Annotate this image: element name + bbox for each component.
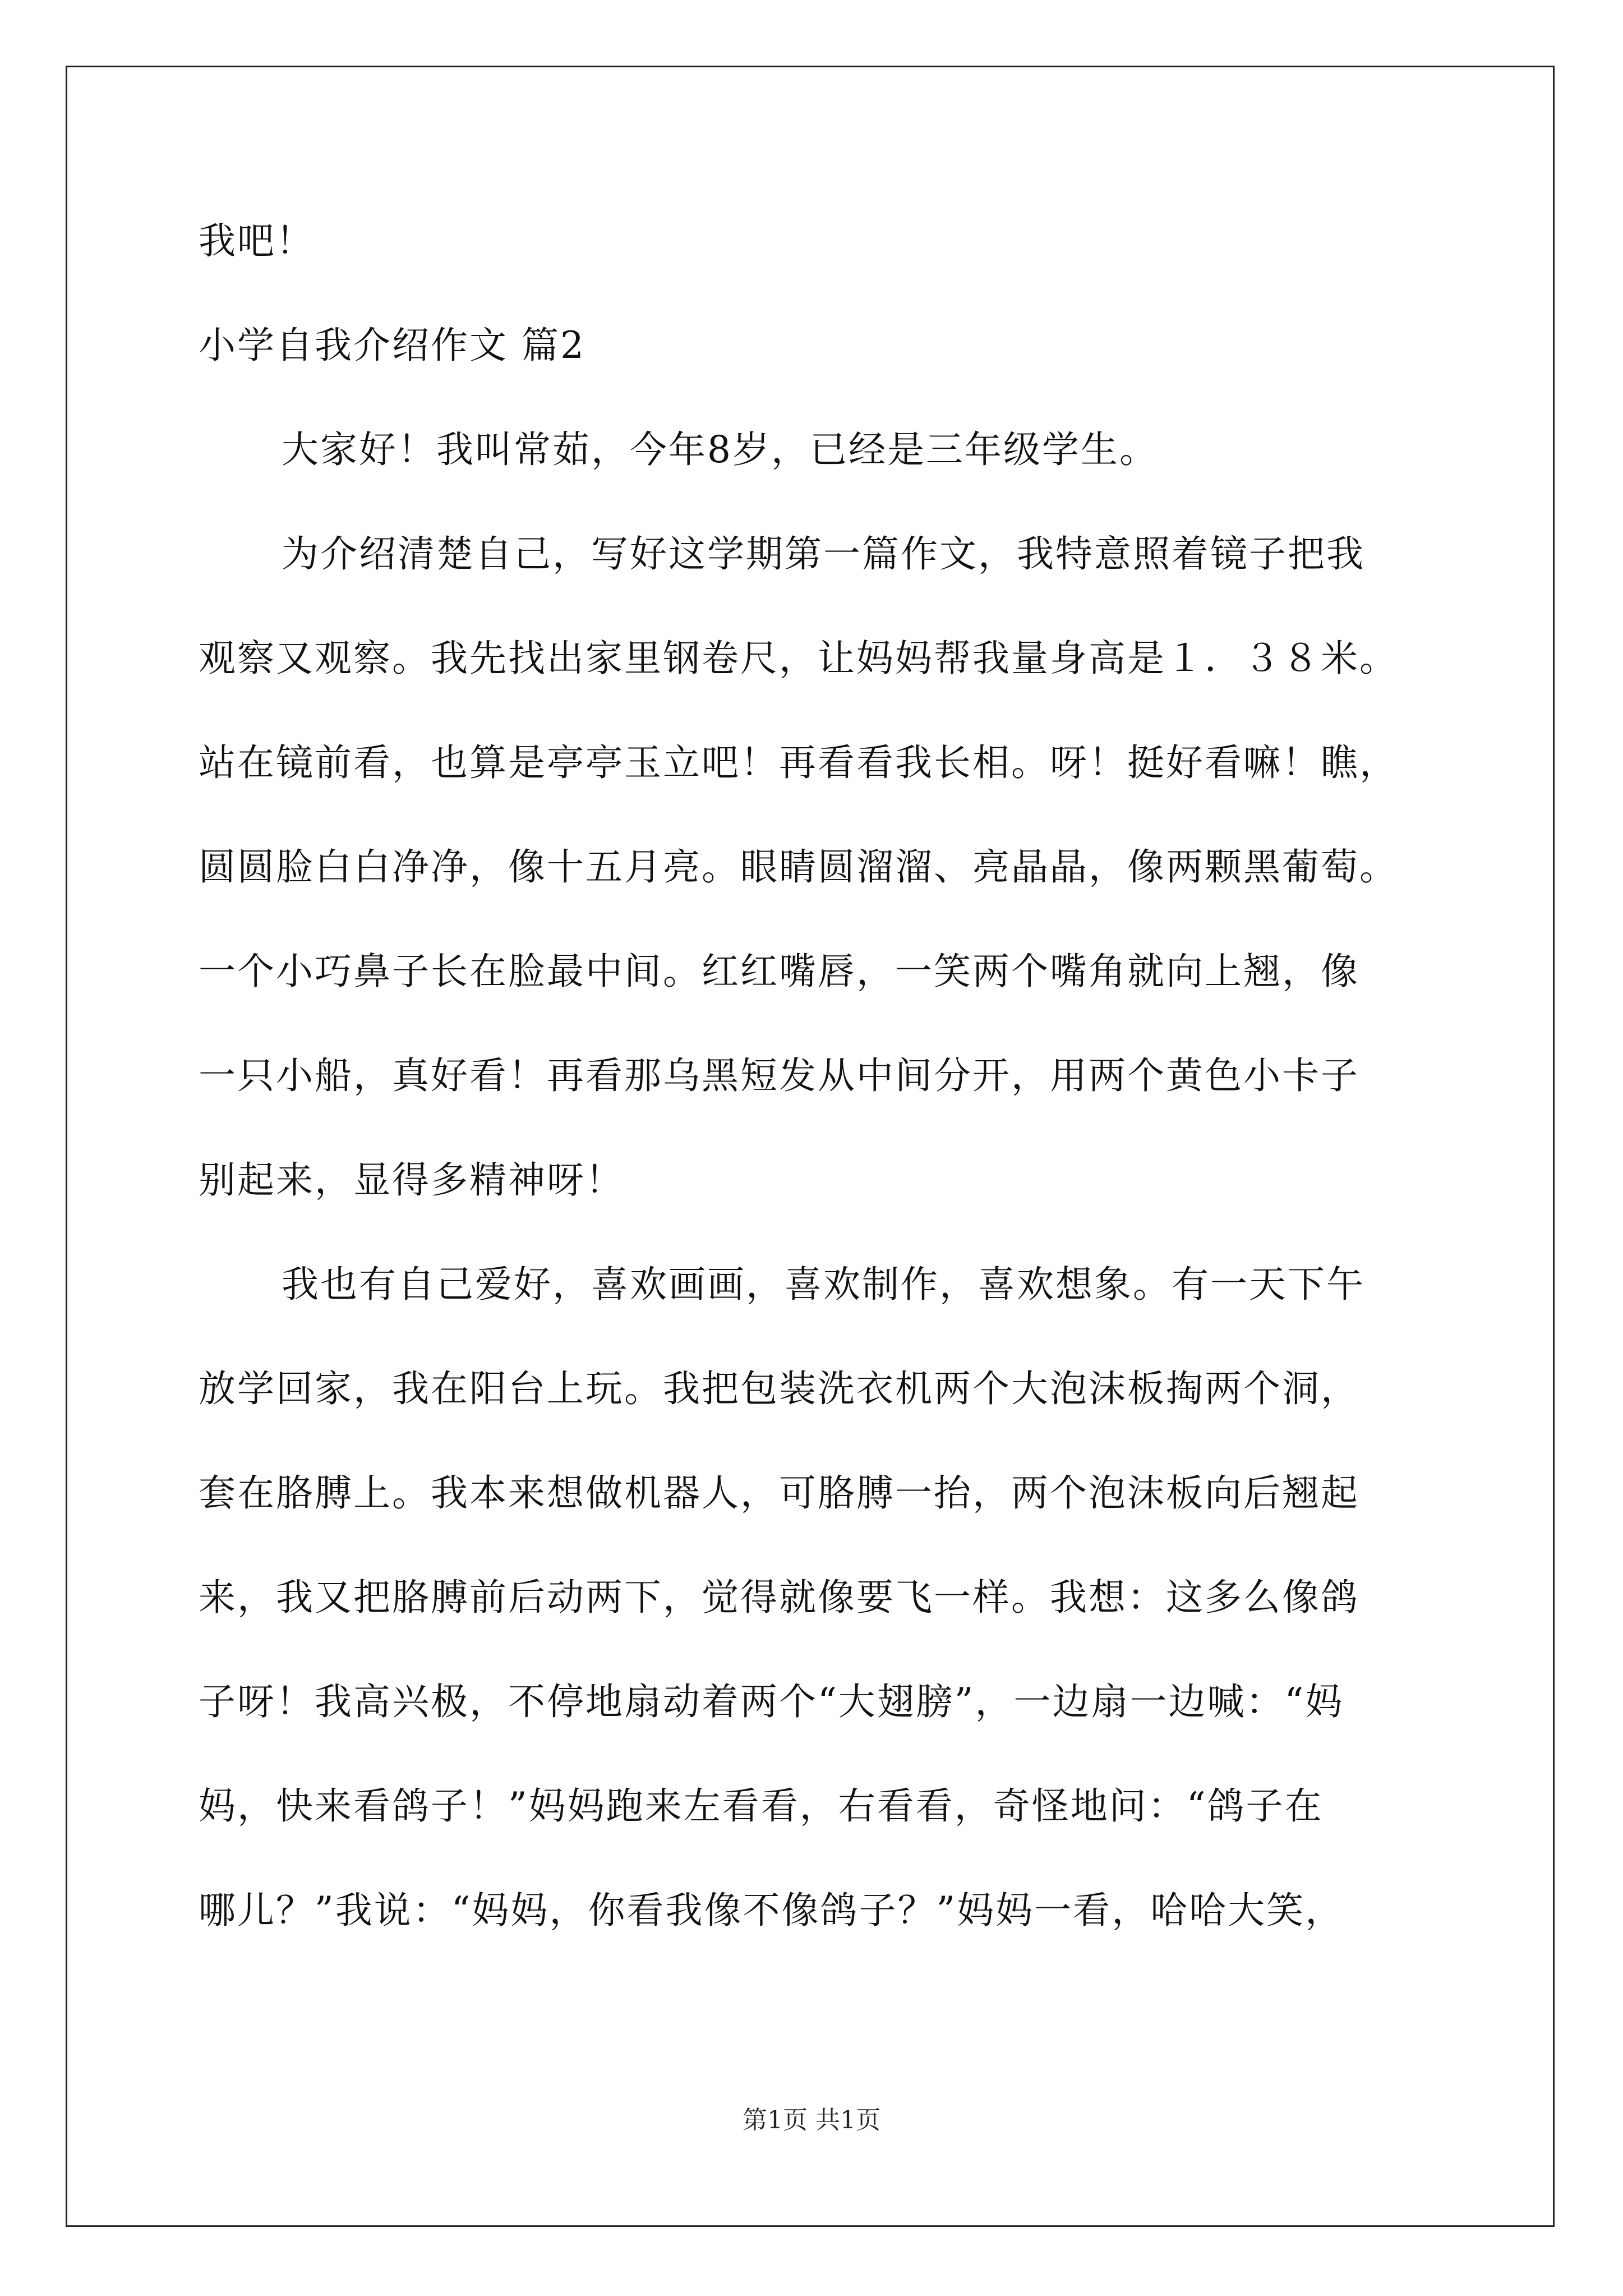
paragraph-line: 放学回家，我在阳台上玩。我把包装洗衣机两个大泡沫板掏两个洞， xyxy=(199,1367,1359,1410)
paragraph-line: 别起来，显得多精神呀！ xyxy=(199,1158,624,1202)
paragraph-line: 子呀！我高兴极，不停地扇动着两个“大翅膀”，一边扇一边喊：“妈 xyxy=(199,1680,1344,1723)
paragraph-line: 一只小船，真好看！再看那乌黑短发从中间分开，用两个黄色小卡子 xyxy=(199,1054,1359,1097)
paragraph-line: 观察又观察。我先找出家里钢卷尺，让妈妈帮我量身高是１．３８米。 xyxy=(199,637,1398,680)
paragraph-line: 站在镜前看，也算是亭亭玉立吧！再看看我长相。呀！挺好看嘛！瞧， xyxy=(199,741,1398,784)
paragraph-line: 我吧！ xyxy=(199,219,315,263)
paragraph-line: 大家好！我叫常茹，今年8岁，已经是三年级学生。 xyxy=(282,428,1158,471)
paragraph-line: 我也有自己爱好，喜欢画画，喜欢制作，喜欢想象。有一天下午 xyxy=(282,1263,1365,1306)
paragraph-line: 哪儿？”我说：“妈妈，你看我像不像鸽子？”妈妈一看，哈哈大笑， xyxy=(199,1889,1344,1932)
paragraph-line: 妈，快来看鸽子！”妈妈跑来左看看，右看看，奇怪地问：“鸽子在 xyxy=(199,1784,1324,1828)
paragraph-line: 为介绍清楚自己，写好这学期第一篇作文，我特意照着镜子把我 xyxy=(282,532,1365,576)
page-number: 第1页 共1页 xyxy=(743,2106,880,2134)
paragraph-line: 套在胳膊上。我本来想做机器人，可胳膊一抬，两个泡沫板向后翘起 xyxy=(199,1471,1359,1515)
section-heading: 小学自我介绍作文 篇2 xyxy=(199,324,585,367)
paragraph-line: 一个小巧鼻子长在脸最中间。红红嘴唇，一笑两个嘴角就向上翘，像 xyxy=(199,950,1359,993)
paragraph-line: 来，我又把胳膊前后动两下，觉得就像要飞一样。我想：这多么像鸽 xyxy=(199,1576,1359,1619)
paragraph-line: 圆圆脸白白净净，像十五月亮。眼睛圆溜溜、亮晶晶，像两颗黑葡萄。 xyxy=(199,845,1398,889)
